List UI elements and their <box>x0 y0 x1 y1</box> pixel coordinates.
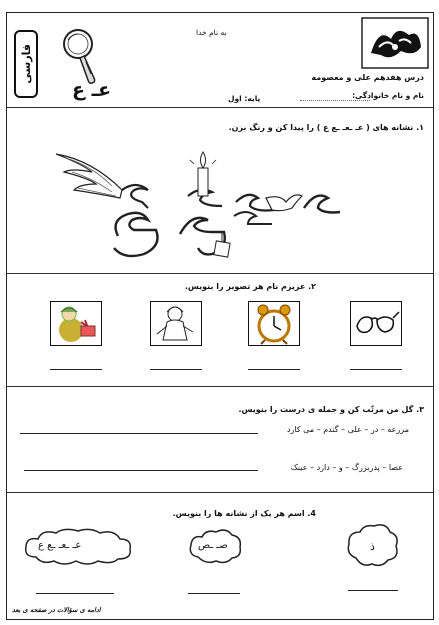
answer-line-girl[interactable] <box>150 369 202 370</box>
answer-line-clock[interactable] <box>248 369 300 370</box>
footer-note: ادامه ی سؤالات در صفحه ی بعد <box>12 606 101 614</box>
clock-icon <box>249 302 299 345</box>
q4-text: 4. اسم هر یک از نشانه ها را بنویس. <box>172 509 316 518</box>
student-name-line[interactable] <box>300 100 370 101</box>
cloud-2-answer-line[interactable] <box>188 593 240 594</box>
answer-line-farmer[interactable] <box>50 369 102 370</box>
picture-farmer <box>50 301 102 346</box>
q1-divider <box>6 273 434 274</box>
picture-clock <box>248 301 300 346</box>
q3-sentence-1: مزرعه – در – علی – گندم – می کارد <box>286 425 409 434</box>
q2-divider <box>6 386 434 387</box>
glasses-icon <box>351 302 401 345</box>
student-name-label: نام و نام خانوادگی: <box>352 91 424 100</box>
answer-line-glasses[interactable] <box>350 369 402 370</box>
q3-text: ۳. گل من مرتّب کن و جمله ی درست را بنویس. <box>238 405 424 414</box>
girl-icon <box>151 302 201 345</box>
q2-text: ۲. عزیزم نام هر تصویر را بنویس. <box>184 282 316 291</box>
q3-answer-line-2[interactable] <box>24 470 258 471</box>
header-divider <box>6 107 434 108</box>
subject-badge <box>14 30 38 98</box>
q1-letters-illustration <box>52 150 342 262</box>
cloud-3-answer-line[interactable] <box>348 590 398 591</box>
cloud-3-text: ذ <box>370 540 375 553</box>
q3-answer-line-1[interactable] <box>20 433 258 434</box>
cloud-1-text: عـ ـعـ ـع ع <box>38 540 82 551</box>
q3-divider <box>6 492 434 493</box>
letter-forms-heading: عـ ع <box>72 79 112 101</box>
grade-label: پایه: اول <box>228 94 261 103</box>
basmala-text: به نام خدا <box>196 28 227 37</box>
q1-text: ۱. نشانه های ( عـ ـعـ ـع ع ) را پیدا کن و رنگ بزن. <box>228 123 424 132</box>
cloud-1-answer-line[interactable] <box>36 593 114 594</box>
school-logo <box>361 17 429 69</box>
picture-glasses <box>350 301 402 346</box>
lesson-title: درس هفدهم علی و معصومه <box>311 73 424 82</box>
subject-badge-text: فارسی <box>19 44 33 84</box>
cloud-2-text: صـ ـص <box>198 540 228 551</box>
picture-girl <box>150 301 202 346</box>
farmer-icon <box>51 302 101 345</box>
q3-sentence-2: عصا – پدربزرگ – و – دارد – عینک <box>290 463 403 472</box>
